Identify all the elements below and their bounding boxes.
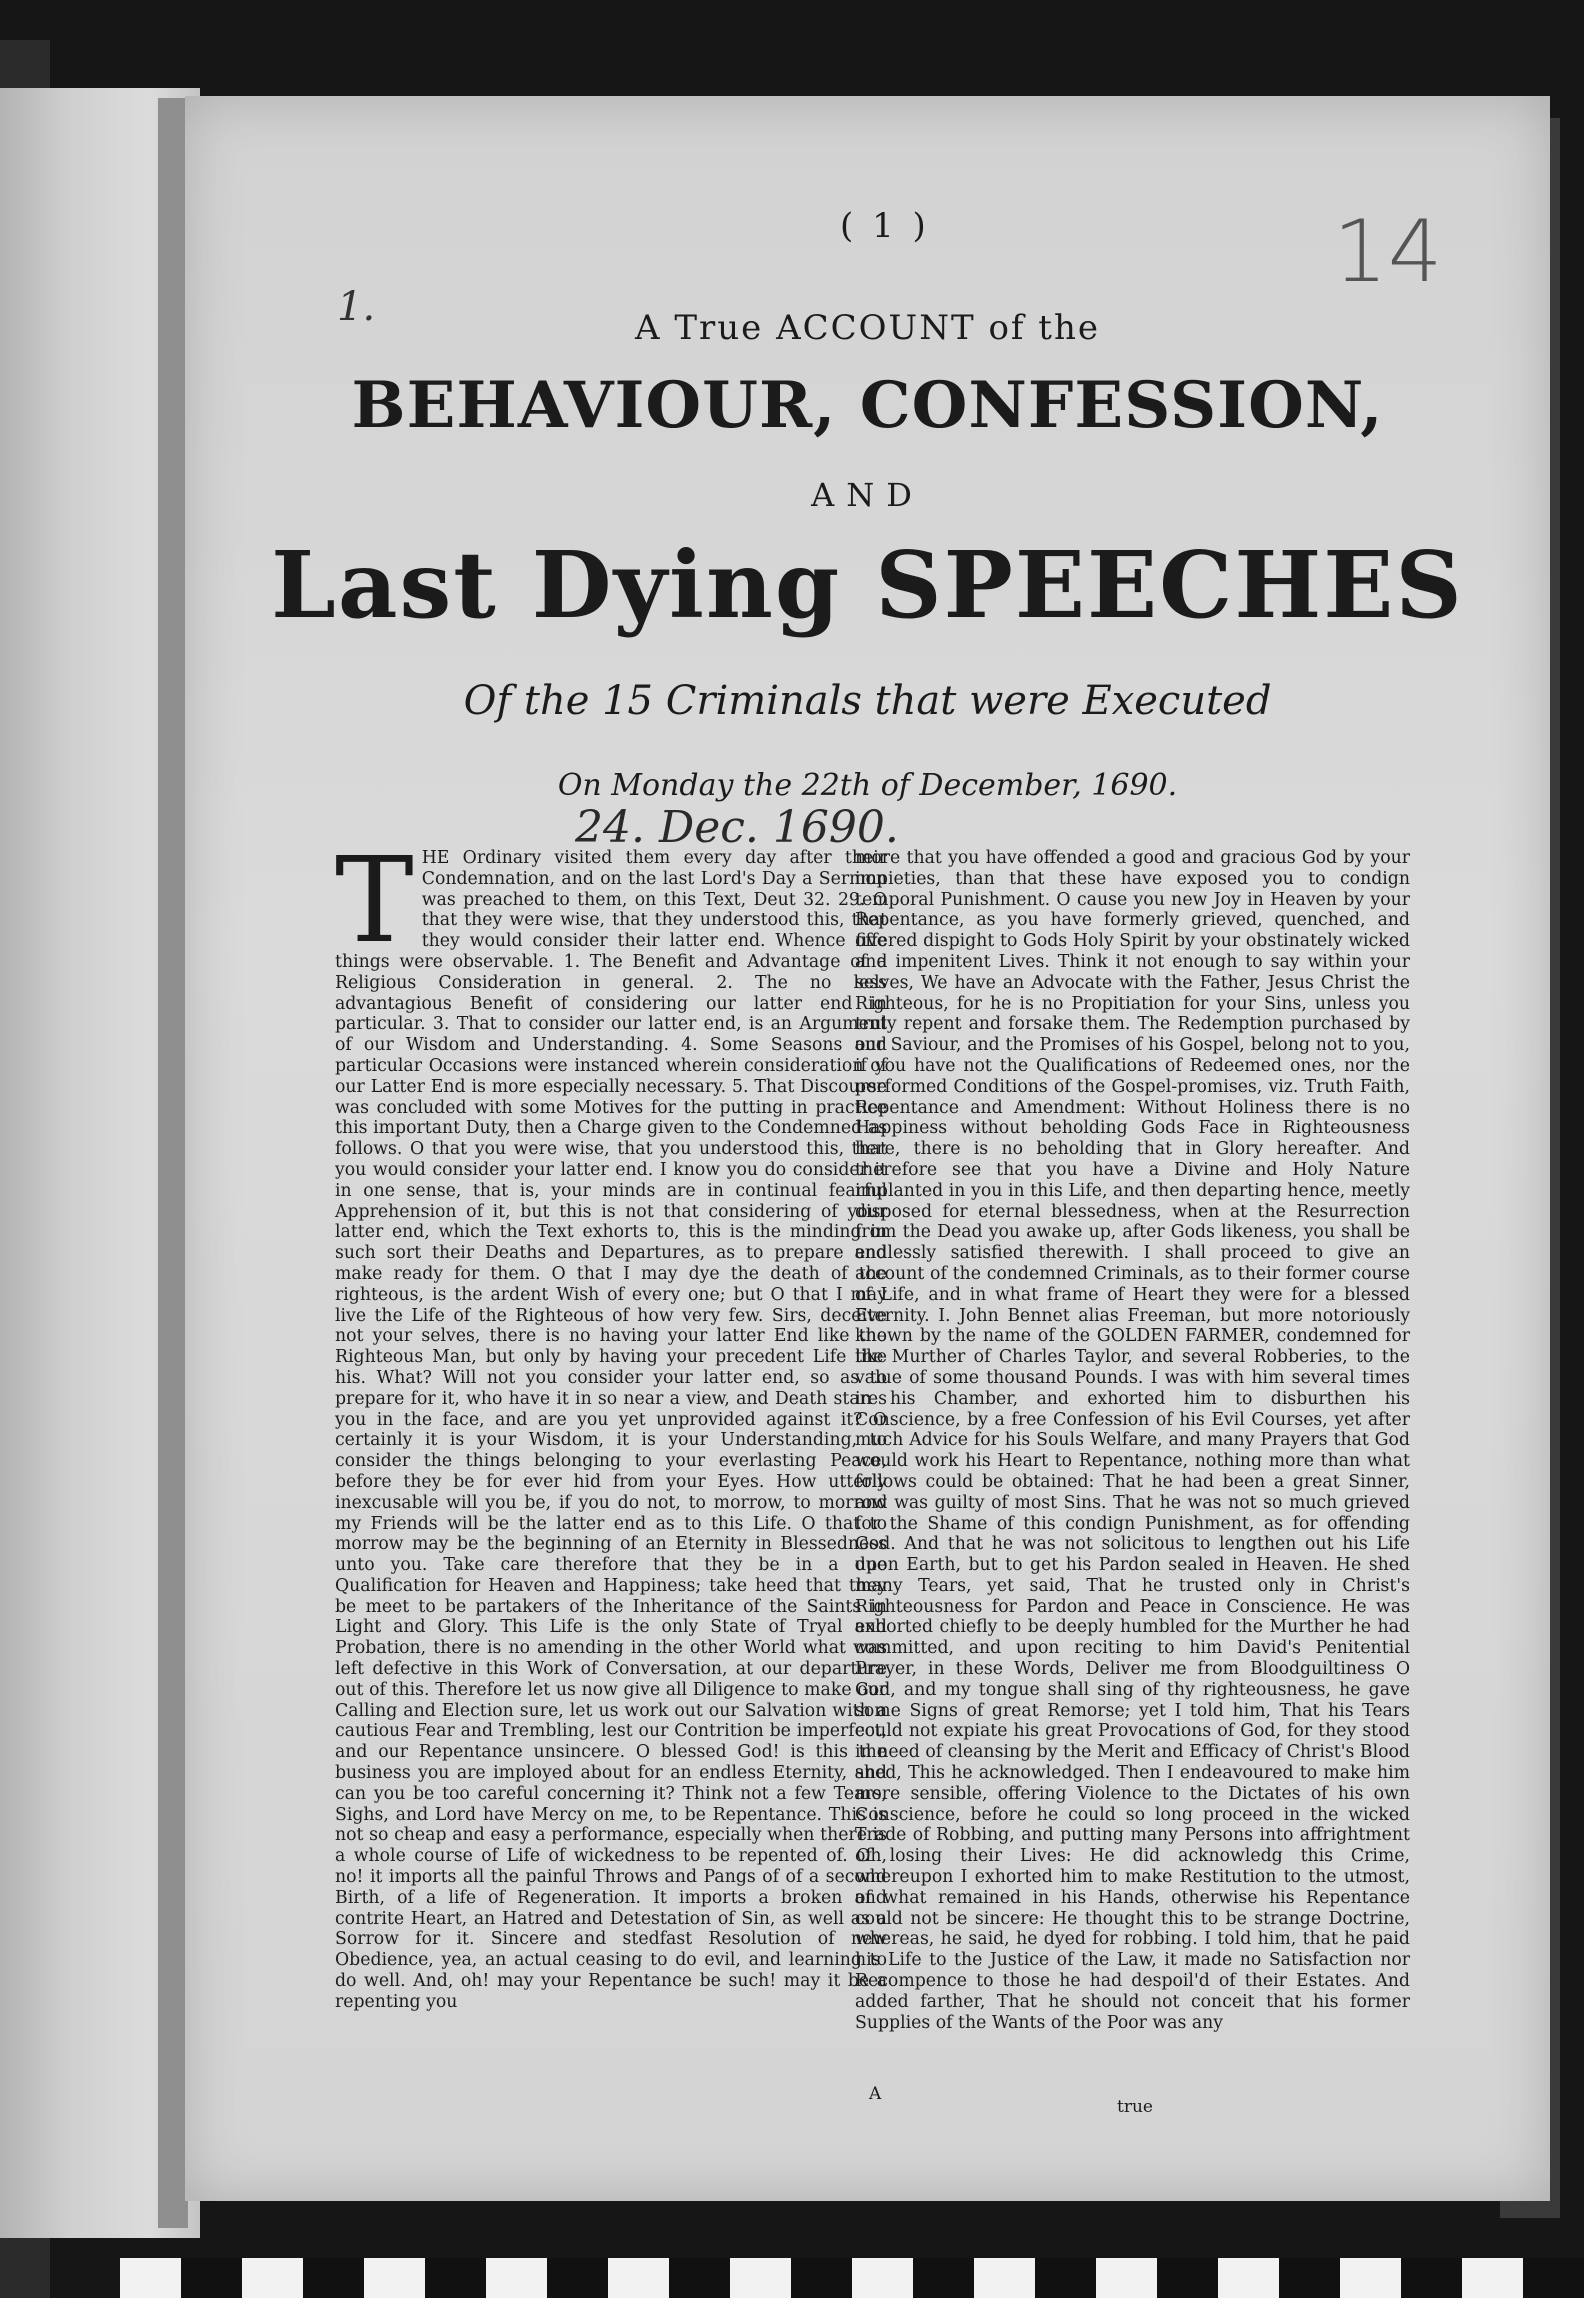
title-line-4: Last Dying SPEECHES [271, 531, 1464, 639]
scale-bar-segment [303, 2258, 364, 2298]
scale-bar-segment [181, 2258, 242, 2298]
scale-bar-segment [608, 2258, 669, 2298]
scale-bar-segment [425, 2258, 486, 2298]
page-number: ( 1 ) [840, 206, 930, 246]
scale-bar-segment [486, 2258, 547, 2298]
scale-bar-segment [913, 2258, 974, 2298]
left-page-gutter [158, 98, 188, 2228]
catchword: true [1117, 2097, 1153, 2117]
scale-bar-segment [852, 2258, 913, 2298]
scale-bar-segment [1096, 2258, 1157, 2298]
title-line-5: Of the 15 Criminals that were Executed [463, 678, 1272, 724]
title-date-line: On Monday the 22th of December, 1690. [557, 768, 1178, 803]
right-column-text: more that you have offended a good and gracious God by your impieties, than that these have exposed you to condign temporal Punishment. O cause you new Joy in Heaven by your Repentance, as you have formerly grieved, quenched, and offered dispight to Gods Holy Spirit by your obstinately wicked and impenitent Lives. Think it not enough to say within your selves, We have an Advocate with the Father, Jesus Christ the Righteous, for he is no Propitiation for your Sins, unless you truly repent and forsake them. The Redemption purchased by our Saviour, and the Promises of his Gospel, belong not to you, if you have not the Qualifications of Redeemed ones, nor the performed Conditions of the Gospel-promises, viz. Truth Faith, Repentance and Amendment: Without Holiness there is no Happiness without beholding Gods Face in Righteousness here, there is no beholding that in Glory hereafter. And therefore see that you have a Divine and Holy Nature implanted in you in this Life, and then departing hence, meetly disposed for eternal blessedness, when at the Resurrection from the Dead you awake up, after Gods likeness, you shall be endlessly satisfied therewith. I shall proceed to give an account of the condemned Criminals, as to their former course of Life, and in what frame of Heart they were for a blessed Eternity. I. John Bennet alias Freeman, but more notoriously known by the name of the GOLDEN FARMER, condemned for the Murther of Charles Taylor, and several Robberies, to the value of some thousand Pounds. I was with him several times in his Chamber, and exhorted him to disburthen his Conscience, by a free Confession of his Evil Courses, yet after much Advice for his Souls Welfare, and many Prayers that God would work his Heart to Repentance, nothing more than what follows could be obtained: That he had been a great Sinner, and was guilty of most Sins. That he was not so much grieved for the Shame of this condign Punishment, as for offending God. And that he was not solicitous to lengthen out his Life upon Earth, but to get his Pardon sealed in Heaven. He shed many Tears, yet said, That he trusted only in Christ's Righteousness for Pardon and Peace in Conscience. He was exhorted chiefly to be deeply humbled for the Murther he had committed, and upon reciting to him David's Penitential Prayer, in these Words, Deliver me from Bloodguiltiness O God, and my tongue shall sing of thy righteousness, he gave some Signs of great Remorse; yet I told him, That his Tears could not expiate his great Provocations of God, for they stood in need of cleansing by the Merit and Efficacy of Christ's Blood shed, This he acknowledged. Then I endeavoured to make him more sensible, offering Violence to the Dictates of his own Conscience, before he could so long proceed in the wicked Trade of Robbing, and putting many Persons into affrightment of losing their Lives: He did acknowledg this Crime, whereupon I exhorted him to make Restitution to the utmost, of what remained in his Hands, otherwise his Repentance could not be sincere: He thought this to be strange Doctrine, whereas, he said, he dyed for robbing. I told him, that he paid his Life to the Justice of the Law, it made no Satisfaction nor Recompence to those he had despoil'd of their Estates. And added farther, That he should not conceit that his former Supplies of the Wants of the Poor was any [855, 848, 1410, 2033]
body-column-right [855, 848, 1410, 2033]
scale-bar-segment [669, 2258, 730, 2298]
scale-bar-segment [120, 2258, 181, 2298]
document-page [185, 96, 1550, 2201]
title-line-3: AND [811, 476, 924, 514]
scale-bar-segment [1279, 2258, 1340, 2298]
scale-bar-segment [1218, 2258, 1279, 2298]
scale-bar-segment [1462, 2258, 1523, 2298]
signature-mark: A [869, 2084, 882, 2104]
scale-bar-segment [1340, 2258, 1401, 2298]
scale-bar-segment [730, 2258, 791, 2298]
title-line-2: BEHAVIOUR, CONFESSION, [351, 368, 1384, 443]
scale-bar-segment [1401, 2258, 1462, 2298]
scale-bar-segment [242, 2258, 303, 2298]
scale-bar-segment [364, 2258, 425, 2298]
handwritten-date: 24. Dec. 1690. [575, 802, 899, 853]
scale-bar-segment [1157, 2258, 1218, 2298]
scale-bar-segment [1523, 2258, 1584, 2298]
pencil-note-left: 1. [337, 284, 376, 330]
title-line-1: A True ACCOUNT of the [634, 308, 1100, 348]
scale-bar-segment [547, 2258, 608, 2298]
scale-bar-segment [1035, 2258, 1096, 2298]
pencil-note-right: 14 [1333, 202, 1443, 302]
left-column-text: HE Ordinary visited them every day after their Condemnation, and on the last Lord's Day a Sermon was preached to them, on this Text, Deut 32. 29. O that they were wise, that they understood this, that they would consider their latter end. Whence five things were observable. 1. The Benefit and Advantage of a Religious Consideration in general. 2. The no less advantagious Benefit of considering our latter end in particular. 3. That to consider our latter end, is an Argument of our Wisdom and Understanding. 4. Some Seasons and particular Occasions were instanced wherein consideration of our Latter End is more especially necessary. 5. That Discourse was concluded with some Motives for the putting in practice this important Duty, then a Charge given to the Condemned as follows. O that you were wise, that you understood this, that you would consider your latter end. I know you do consider it in one sense, that is, your minds are in continual fearful Apprehension of it, but this is not that considering of your latter end, which the Text exhorts to, this is the minding in such sort their Deaths and Departures, as to prepare and make ready for them. O that I may dye the death of the righteous, is the ardent Wish of every one; but O that I may live the Life of the Righteous of how very few. Sirs, deceive not your selves, there is no having your latter End like the Righteous Man, but only by having your precedent Life like his. What? Will not you consider your latter end, so as to prepare for it, who have it in so near a view, and Death stares you in the face, and are you yet unprovided against it? O certainly it is your Wisdom, it is your Understanding, to consider the things belonging to your everlasting Peace, before they be for ever hid from your Eyes. How utterly inexcusable will you be, if you do not, to morrow, to morrow my Friends will be the latter end as to this Life. O that to morrow may be the beginning of an Eternity in Blessedness unto you. Take care therefore that they be in a due Qualification for Heaven and Happiness; take heed that they be meet to be partakers of the Inheritance of the Saints in Light and Glory. This Life is the only State of Tryal and Probation, there is no amending in the other World what was left defective in this Work of Conversation, at our departure out of this. Therefore let us now give all Diligence to make our Calling and Election sure, let us work out our Salvation with a cautious Fear and Trembling, lest our Contrition be imperfect, and our Repentance unsincere. O blessed God! is this the business you are imployed about for an endless Eternity, and can you be too careful concerning it? Think not a few Tears, Sighs, and Lord have Mercy on me, to be Repentance. This is not so cheap and easy a performance, especially when there is a whole course of Life of wickedness to be repented of. Oh, no! it imports all the painful Throws and Pangs of of a second Birth, of a life of Regeneration. It imports a broken and contrite Heart, an Hatred and Detestation of Sin, as well as a Sorrow for it. Sincere and stedfast Resolution of new Obedience, yea, an actual ceasing to do evil, and learning to do well. And, oh! may your Repentance be such! may it be a repenting you [335, 848, 887, 2012]
body-column-left [335, 831, 887, 2013]
color-scale-bar [120, 2258, 1584, 2298]
scale-bar-segment [791, 2258, 852, 2298]
scale-bar-segment [974, 2258, 1035, 2298]
drop-cap: T [335, 831, 414, 969]
